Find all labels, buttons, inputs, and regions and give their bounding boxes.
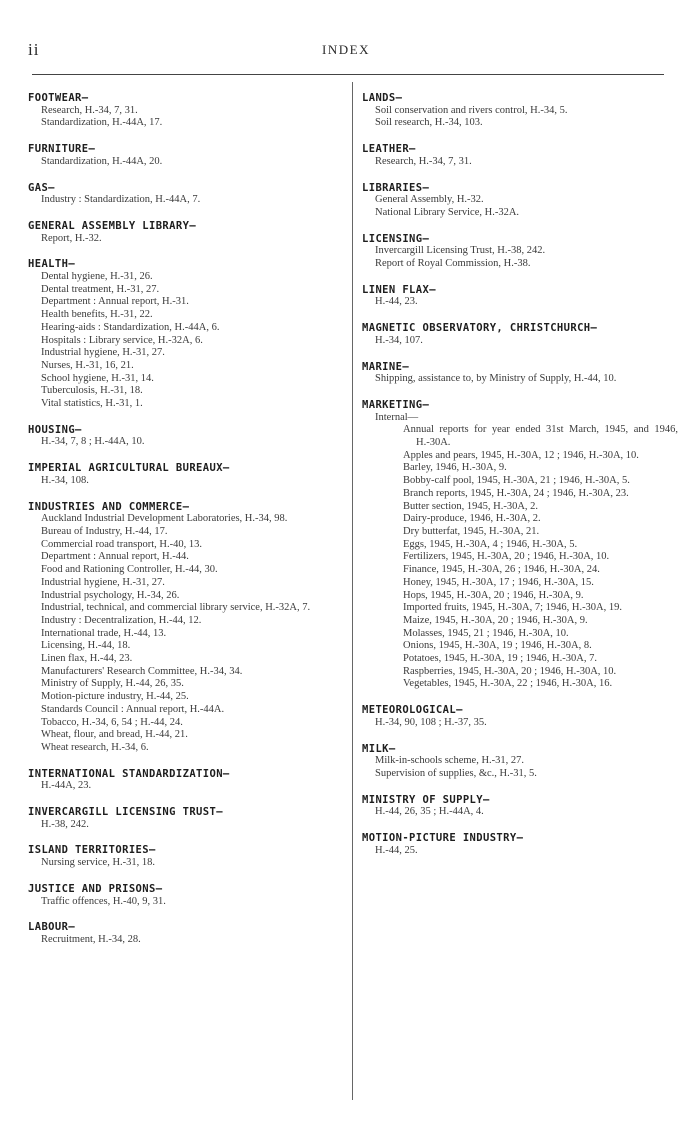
index-subentry: Milk-in-schools scheme, H.-31, 27. [375, 755, 525, 767]
index-heading: GAS— [28, 181, 55, 194]
index-entry [28, 501, 346, 755]
index-subentry: Industrial hygiene, H.-31, 27. [41, 347, 165, 359]
index-entry [28, 220, 346, 245]
index-subentry: Honey, 1945, H.-30A, 17 ; 1946, H.-30A, 15. [403, 576, 594, 588]
index-subentry: Report of Royal Commission, H.-38. [375, 258, 531, 270]
index-entry [28, 258, 346, 410]
index-subentry: Industrial hygiene, H.-31, 27. [41, 576, 165, 588]
index-subentry: National Library Service, H.-32A. [375, 206, 520, 218]
index-subentry: H.-44A, 23. [41, 780, 92, 792]
index-subentry: Food and Rationing Controller, H.-44, 30. [41, 564, 218, 576]
index-subentry: Hospitals : Library service, H.-32A, 6. [41, 334, 203, 346]
index-subentry: Linen flax, H.-44, 23. [41, 653, 133, 665]
index-heading: LIBRARIES— [362, 181, 430, 194]
index-heading: METEOROLOGICAL— [362, 704, 463, 717]
index-subentry: Traffic offences, H.-40, 9, 31. [41, 895, 166, 907]
index-subentry: H.-34, 108. [41, 474, 89, 486]
index-entry [362, 322, 678, 347]
index-heading: FURNITURE— [28, 143, 96, 156]
index-entry [28, 921, 346, 946]
index-heading: MILK— [362, 742, 396, 755]
index-subentry: Industry : Standardization, H.-44A, 7. [41, 194, 201, 206]
index-entry [28, 143, 346, 168]
index-subentry: H.-34, 90, 108 ; H.-37, 35. [375, 716, 487, 728]
index-subentry: Health benefits, H.-31, 22. [41, 309, 153, 321]
index-subentry: Imported fruits, 1945, H.-30A, 7; 1946, H.-30A, 19. [403, 602, 623, 614]
index-subentry: Potatoes, 1945, H.-30A, 19 ; 1946, H.-30A, 7. [403, 653, 597, 665]
index-subentry: Dental treatment, H.-31, 27. [41, 283, 160, 295]
index-subentry: General Assembly, H.-32. [375, 194, 484, 206]
page-header [28, 40, 664, 64]
index-subentry: Soil research, H.-34, 103. [375, 117, 483, 129]
index-entry [28, 844, 346, 869]
index-subentry: Dry butterfat, 1945, H.-30A, 21. [403, 525, 540, 537]
index-entry [362, 143, 678, 168]
index-heading: INTERNATIONAL STANDARDIZATION— [28, 767, 230, 780]
index-subentry: Industry : Decentralization, H.-44, 12. [41, 614, 202, 626]
index-subentry: Bureau of Industry, H.-44, 17. [41, 525, 168, 537]
index-subentry: Standardization, H.-44A, 17. [41, 117, 163, 129]
index-subentry: Standardization, H.-44A, 20. [41, 155, 163, 167]
index-subentry: Industrial psychology, H.-34, 26. [41, 589, 180, 601]
index-subentry: Report, H.-32. [41, 232, 102, 244]
index-subentry: Wheat, flour, and bread, H.-44, 21. [41, 729, 188, 741]
index-heading: INVERCARGILL LICENSING TRUST— [28, 806, 223, 819]
index-subentry: Maize, 1945, H.-30A, 20 ; 1946, H.-30A, 9. [403, 614, 588, 626]
index-subentry: Apples and pears, 1945, H.-30A, 12 ; 1946, H.-30A, 10. [403, 449, 639, 461]
index-heading: LANDS— [362, 92, 403, 104]
index-heading: ISLAND TERRITORIES— [28, 844, 156, 857]
index-column-right [362, 92, 678, 870]
index-subentry: Research, H.-34, 7, 31. [41, 104, 138, 116]
index-subentry: H.-34, 7, 8 ; H.-44A, 10. [41, 436, 145, 448]
index-heading: LABOUR— [28, 921, 76, 934]
index-entry [362, 743, 678, 781]
header-rule [32, 74, 664, 75]
index-heading: HOUSING— [28, 423, 82, 436]
index-entry [362, 284, 678, 309]
index-subentry: Ministry of Supply, H.-44, 26, 35. [41, 678, 184, 690]
index-entry [28, 424, 346, 449]
index-subentry: Vegetables, 1945, H.-30A, 22 ; 1946, H.-30A, 16. [403, 678, 613, 690]
index-subentry: Dental hygiene, H.-31, 26. [41, 271, 153, 283]
index-subentry: Hops, 1945, H.-30A, 20 ; 1946, H.-30A, 9. [403, 589, 584, 601]
index-heading: LINEN FLAX— [362, 283, 436, 296]
index-heading: MAGNETIC OBSERVATORY, CHRISTCHURCH— [362, 322, 598, 335]
index-entry [28, 806, 346, 831]
index-heading: HEALTH— [28, 258, 76, 271]
index-entry [362, 794, 678, 819]
index-subentry: Nursing service, H.-31, 18. [41, 857, 156, 869]
index-entry [362, 361, 678, 386]
index-subentry: Auckland Industrial Development Laboratories, H.-34, 98. [41, 513, 288, 525]
index-entry [362, 704, 678, 729]
page-title: INDEX [322, 42, 370, 57]
index-subentry: Wheat research, H.-34, 6. [41, 741, 149, 753]
index-subentry: Manufacturers' Research Committee, H.-34, 34. [41, 665, 243, 677]
index-subentry: Industrial, technical, and commercial library service, H.-32A, 7. [41, 602, 311, 614]
index-subentry: Butter section, 1945, H.-30A, 2. [403, 500, 539, 512]
index-subentry: H.-38, 242. [41, 818, 89, 830]
index-subentry: H.-34, 107. [375, 334, 423, 346]
index-subentry: Dairy-produce, 1946, H.-30A, 2. [403, 513, 541, 525]
index-subentry: Barley, 1946, H.-30A, 9. [403, 462, 507, 474]
index-heading: INDUSTRIES AND COMMERCE— [28, 500, 190, 513]
index-subentry: Finance, 1945, H.-30A, 26 ; 1946, H.-30A, 24. [403, 564, 600, 576]
index-subentry: Tuberculosis, H.-31, 18. [41, 385, 143, 397]
index-subentry: Hearing-aids : Standardization, H.-44A, 6. [41, 321, 220, 333]
index-subentry: Soil conservation and rivers control, H.-34, 5. [375, 104, 568, 116]
index-subentry: H.-44, 25. [375, 844, 418, 856]
index-entry [362, 92, 678, 130]
index-subentry: Branch reports, 1945, H.-30A, 24 ; 1946, H.-30A, 23. [403, 487, 629, 499]
index-heading: FOOTWEAR— [28, 92, 89, 104]
index-subentry: Licensing, H.-44, 18. [41, 640, 131, 652]
index-heading: JUSTICE AND PRISONS— [28, 882, 163, 895]
index-column-left [28, 92, 346, 960]
index-subentry: Standards Council : Annual report, H.-44A. [41, 703, 225, 715]
index-heading: MARKETING— [362, 398, 430, 411]
index-subentry: Department : Annual report, H.-44. [41, 551, 189, 563]
index-subentry: Tobacco, H.-34, 6, 54 ; H.-44, 24. [41, 716, 183, 728]
index-heading: MINISTRY OF SUPPLY— [362, 793, 490, 806]
index-subentry: Raspberries, 1945, H.-30A, 20 ; 1946, H.-30A, 10. [403, 665, 617, 677]
index-subentry: Eggs, 1945, H.-30A, 4 ; 1946, H.-30A, 5. [403, 538, 578, 550]
index-subentry: Supervision of supplies, &c., H.-31, 5. [375, 767, 537, 779]
index-heading: LICENSING— [362, 232, 430, 245]
index-subentry: H.-44, 26, 35 ; H.-44A, 4. [375, 806, 484, 818]
index-heading: MOTION-PICTURE INDUSTRY— [362, 832, 524, 845]
index-subentry: Fertilizers, 1945, H.-30A, 20 ; 1946, H.-30A, 10. [403, 551, 610, 563]
index-subentry: Shipping, assistance to, by Ministry of Supply, H.-44, 10. [375, 373, 617, 385]
index-subentry: H.-44, 23. [375, 296, 418, 308]
page-number: ii [28, 40, 40, 59]
column-divider [352, 82, 353, 1100]
index-subentry: Bobby-calf pool, 1945, H.-30A, 21 ; 1946, H.-30A, 5. [403, 475, 630, 487]
index-subentry: Nurses, H.-31, 16, 21. [41, 359, 134, 371]
index-entry [362, 233, 678, 271]
index-heading: IMPERIAL AGRICULTURAL BUREAUX— [28, 462, 230, 475]
index-subentry: School hygiene, H.-31, 14. [41, 372, 154, 384]
index-entry [28, 883, 346, 908]
index-subentry: Molasses, 1945, 21 ; 1946, H.-30A, 10. [403, 627, 569, 639]
index-subentry: Research, H.-34, 7, 31. [375, 155, 472, 167]
index-heading: LEATHER— [362, 143, 416, 156]
index-entry [362, 832, 678, 857]
index-subentry: Onions, 1945, H.-30A, 19 ; 1946, H.-30A, 8. [403, 640, 592, 652]
index-entry [28, 462, 346, 487]
index-subentry: International trade, H.-44, 13. [41, 627, 167, 639]
index-entry [28, 182, 346, 207]
index-subentry: Department : Annual report, H.-31. [41, 296, 189, 308]
index-subentry: Recruitment, H.-34, 28. [41, 933, 141, 945]
index-subentry: Commercial road transport, H.-40, 13. [41, 538, 202, 550]
index-entry [362, 182, 678, 220]
index-entry [28, 768, 346, 793]
index-subentry: Internal— [375, 411, 419, 423]
index-subentry: Annual reports for year ended 31st March, 1945, and 1946, H.-30A. [403, 424, 678, 449]
index-subentry: Motion-picture industry, H.-44, 25. [41, 691, 189, 703]
index-entry [362, 399, 678, 691]
index-subentry: Vital statistics, H.-31, 1. [41, 398, 143, 410]
index-entry [28, 92, 346, 130]
index-heading: GENERAL ASSEMBLY LIBRARY— [28, 219, 197, 232]
index-subentry: Invercargill Licensing Trust, H.-38, 242. [375, 245, 546, 257]
index-heading: MARINE— [362, 360, 410, 373]
